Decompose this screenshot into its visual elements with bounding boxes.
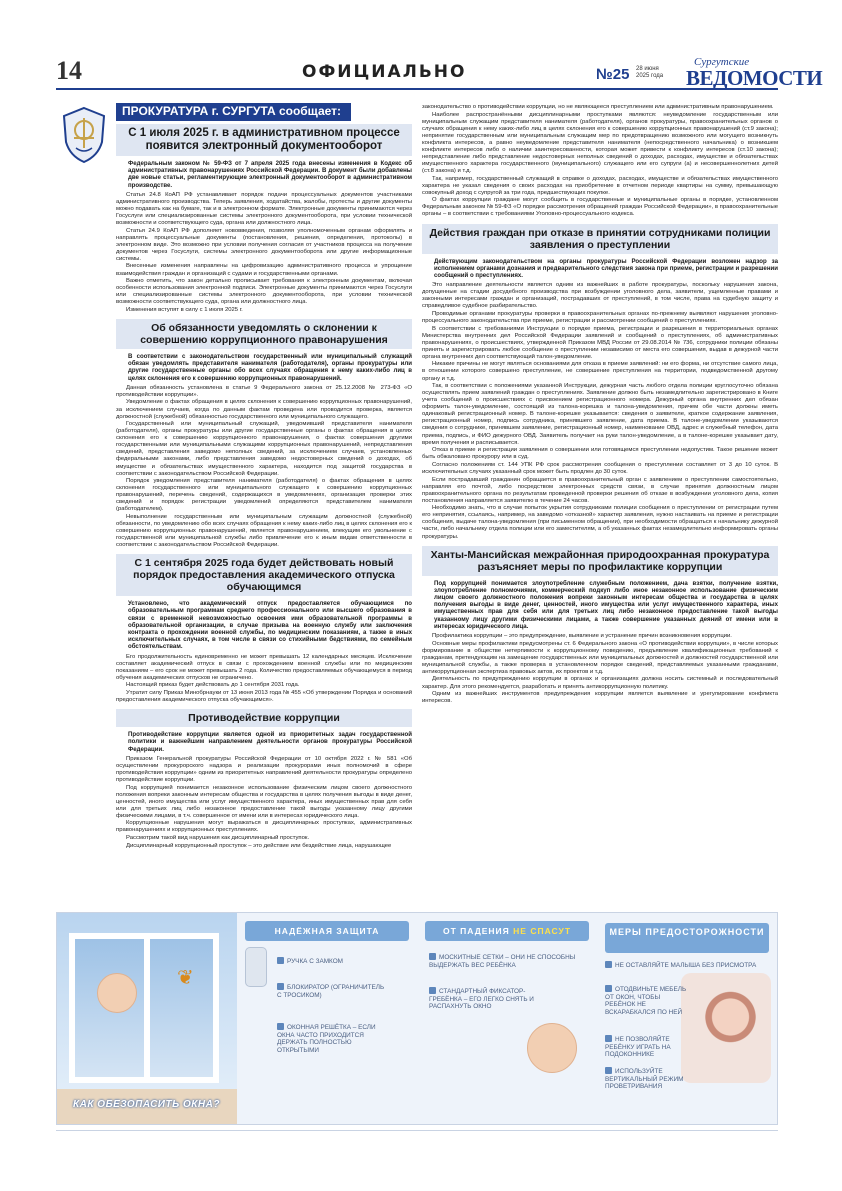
article-paragraph: Коррупционные нарушения могут выражаться в дисциплинарных проступках, административных правонарушениях и коррупционных преступлениях. <box>116 820 412 834</box>
article-paragraph: Необходимо знать, что в случае попыток укрытия сотрудниками полиции сообщения о преступлении от регистрации путем его непринятия, ссылаясь, например, на заведомо «отказной» характер заявления, нужно настаивать на приеме и регистрации сообщения, выдаче талона-уведомления (при письменном обращении), при необходимости обращаться к начальнику дежурной части, либо начальнику отдела полиции или его заместителям, а об указанных фактах незамедлительно информировать органы прокуратуры. <box>422 505 778 540</box>
panel-item: ОКОННАЯ РЕШЁТКА – ЕСЛИ ОКНА ЧАСТО ПРИХОДИТСЯ ДЕРЖАТЬ ПОЛНОСТЬЮ ОТКРЫТЫМИ <box>277 1024 376 1054</box>
mother-illustration <box>681 973 771 1083</box>
furniture-icon <box>605 985 612 992</box>
article-paragraph: Утратит силу Приказ Минобрнауки от 13 июня 2013 года № 455 «Об утверждении Порядка и оснований предоставления академического отпуска обучающимся». <box>116 690 412 704</box>
article-paragraph: Основные меры профилактики предусмотрены ст. 6 Федерального закона «О противодействии коррупции», в числе которых формирование в обществе нетерпимости к коррупционному поведению, предъявление квалификационных требований к гражданам, претендующим на замещение государственных или муниципальных должностей и должностей государственной или муниципальной службы, а также проверка в установленном порядке сведений, представляемых указанными гражданами, антикоррупционная экспертиза правовых актов, их проектов и т.д. <box>422 640 778 675</box>
article-paragraph: Если пострадавший гражданин обращается в правоохранительный орган с заявлением о преступлении самостоятельно, направляя его почтой, либо посредством электронных средств связи, в случае принятия должностным лицом правоохранительного органа по результатам проведенной проверки решения об отказе в возбуждении уголовного дела, копия постановления направляется заявителю в течение 24 часов. <box>422 476 778 504</box>
article-paragraph: Наиболее распространёнными дисциплинарными проступками являются: неуведомление государственным или муниципальным служащим представителя нанимателя (работодателя), органов прокуратуры, правоохранительных органов о случаях обращения к нему каких-либо лиц в целях склонения его к совершению коррупционных правонарушений (ст.9 закона); непринятие государственным или муниципальным служащим мер по предотвращению возможного или могущего возникнуть конфликта интересов, а равно неуведомление представителя нанимателя (непосредственного начальника) о возникшем конфликте интересов либо о наличии заинтересованности, которая может привести к конфликту интересов (ст.10 закона); непредставление либо представление недостоверных неполных сведений о доходах, расходах, имуществе и обязательствах имущественного характера государственного (муниципального) служащего или его супруги (а) и несовершеннолетних детей (ст.8 закона) и т.д. <box>422 111 778 175</box>
article-paragraph: Рассмотрим такой вид нарушения как дисциплинарный проступок. <box>126 835 310 842</box>
article-paragraph: Это направление деятельности является одним из важнейших в работе прокуратуры, поскольку нарушения закона, допущенные на стадии досудебного производства при возбуждении уголовного дела, заявители, ущемленные правами и законными интересами граждан и организаций, пострадавших от преступлений, в том числе, права на судебную защиту и справедливое судебное разбирательство. <box>422 282 778 310</box>
article-lead: В соответствии с законодательством государственный или муниципальный служащий обязан уведомлять представителя нанимателя (работодателя), органы прокуратуры или другие государственные органы обо всех случаях обращения к нему каких-либо лиц в целях склонения его к совершению коррупционных правонарушений. <box>128 352 412 382</box>
window-frame-icon <box>69 933 219 1083</box>
article-paragraph: Проводимые органами прокуратуры проверки в правоохранительных органах по-прежнему выявляют нарушения уголовно-процессуального законодательства при приеме, регистрации и рассмотрении сообщений о преступлениях. <box>422 310 778 324</box>
article-paragraph: Внесенные изменения направлены на цифровизацию административного процесса и упрощение взаимодействия граждан и организаций с судами и государственными органами. <box>116 263 412 277</box>
butterfly-icon: ❦ <box>177 967 194 989</box>
article-paragraph: Порядок уведомления представителя нанимателя (работодателя) о фактах обращения в целях склонения государственного или муниципального служащего к совершению коррупционных правонарушений, перечень сведений, содержащихся в уведомлениях, организация проверки этих сведений и порядок регистрации уведомлений определяются представителем нанимателя (работодателем). <box>116 478 412 513</box>
article-paragraph: Профилактика коррупции – это предупреждение, выявление и устранение причин возникновения коррупции. <box>432 633 732 639</box>
panel-item: НЕ ОСТАВЛЯЙТЕ МАЛЫША БЕЗ ПРИСМОТРА <box>605 961 765 970</box>
newspaper-logo-top: Сургутские <box>694 56 750 68</box>
article-paragraph: Невыполнение государственным или муниципальным служащим должностной (служебной) обязанности, по уведомлению обо всех случаях обращения к нему каких-либо лиц в целях склонения его к совершению коррупционных правонарушений, является правонарушением, влекущим его увольнение с государственной или муниципальной службы либо привлечение его к иным видам ответственности в соответствии с законодательством Российской Федерации. <box>116 514 412 549</box>
article-lead: Противодействие коррупции является одной из приоритетных задач государственной политики и важнейшим направлением деятельности органов прокуратуры Российской Федерации. <box>128 731 412 753</box>
article-paragraph: законодательство о противодействии коррупции, но не являющееся преступлением или административным правонарушением. <box>422 104 774 110</box>
banner-panel-precautions <box>597 913 778 1125</box>
panel-item: НЕ ПОЗВОЛЯЙТЕ РЕБЁНКУ ИГРАТЬ НА ПОДОКОННИКЕ <box>605 1036 671 1058</box>
article-paragraph: Важно отметить, что закон детально прописывает требования к электронным документам, включая особенности использования электронной подписи. Электронные документы принимаются через Госуслуги или специализированные системы электронного документооборота, при условии технической возможности соответствующего суда, органа или должностного лица. <box>116 278 412 306</box>
article-paragraph: Одним из важнейших инструментов предупреждения коррупции является выявление и урегулирование конфликта интересов. <box>422 691 778 705</box>
article-paragraph: Изменения вступят в силу с 1 июля 2025 г. <box>126 306 243 313</box>
article-title: Действия граждан при отказе в принятии сотрудниками полиции заявления о преступлении <box>422 224 778 254</box>
page-number: 14 <box>56 56 82 85</box>
ventilation-icon <box>605 1067 612 1074</box>
article-paragraph: Статья 24.9 КоАП РФ дополняет нововведения, позволяя уполномоченным органам оформлять и направлять процессуальные документы (постановления, решения, определения, протоколы) в электронном виде. Это возможно при условии получения согласия от участников процесса на получение документов через Госуслуги, системы электронного документооборота или другие информационные системы. <box>116 227 412 262</box>
comb-latch-icon <box>429 987 436 994</box>
lock-icon <box>277 957 284 964</box>
article-paragraph: Его продолжительность единовременно не может превышать 12 календарных месяцев. Исключение составляет академический отпуск в связи с прохождением военной службы или по медицинским показаниям – его срок не может превышать 2 года. Количество предоставляемых обучающемуся в период обучения академических отпусков не ограничено. <box>116 653 412 681</box>
issue-number: №25 <box>596 66 630 83</box>
banner-cta: КАК ОБЕЗОПАСИТЬ ОКНА? <box>73 1099 220 1110</box>
article-title: Ханты-Мансийская межрайонная природоохранная прокуратура разъясняет меры по профилактике коррупции <box>422 546 778 576</box>
windowsill-icon <box>605 1035 612 1042</box>
article-paragraph: Государственный или муниципальный служащий, уведомивший представителя нанимателя (работодателя), органы прокуратуры или другие государственные органы о фактах обращения в целях склонения его к совершению коррупционного правонарушения, о фактах совершения другими государственными или муниципальными служащими коррупционных правонарушений, непредставления сведений, представления заведомо неполных сведений, за исключением случаев, установленных федеральными законами, либо представления заведомо недостоверных сведений о доходах, об имуществе и обязательствах имущественного характера, находится под защитой государства в соответствии с законодательством Российской Федерации. <box>116 421 412 477</box>
article-paragraph: Под коррупцией понимается незаконное использование физическим лицом своего должностного положения вопреки законным интересам общества и государства в целях получения выгоды в виде денег, ценностей, иного имущества или услуг имущественного характера, иных имущественных прав для себя или для третьих лиц либо незаконное предоставление такой выгоды указанному лицу другими физическими лицами, в т.ч. совершенное от имени или в интересах юридического лица. <box>116 784 412 819</box>
article-lead: Установлено, что академический отпуск предоставляется обучающимся по образовательным программам среднего профессионального или высшего образования в связи с временной невозможностью освоения ими образовательной программы в образовательной организации, в случае призыва на военную службу или заключения контракта о прохождении военной службы, по медицинским показаниям, а также в иных исключительных случаях, в том числе в связи со стихийными бедствиями, по семейным обстоятельствам. <box>128 600 412 651</box>
article-title: С 1 июля 2025 г. в административном процессе появится электронный документооборот <box>116 124 412 156</box>
panel-item: МОСКИТНЫЕ СЕТКИ – ОНИ НЕ СПОСОБНЫ ВЫДЕРЖАТЬ ВЕС РЕБЁНКА <box>429 954 576 969</box>
panel-heading: МЕРЫ ПРЕДОСТОРОЖНОСТИ <box>605 923 769 953</box>
article-paragraph: Никакие причины не могут являться основаниями для отказа в приеме заявлений: ни его форма, ни отсутствие самого лица, в отношении которого совершено преступление, не совершение преступления на территории, подведомственной другому органу и т.д. <box>422 361 778 382</box>
article-paragraph: Дисциплинарный коррупционный проступок – это действие или бездействие лица, нарушающее <box>126 842 392 849</box>
banner-panel-protection <box>237 913 417 1125</box>
prosecutor-emblem-icon <box>58 104 110 164</box>
article-paragraph: Согласно положениям ст. 144 УПК РФ срок рассмотрения сообщения о преступлении составляет от 3 до 10 суток. В исключительных случаях указанный срок может быть продлен до 30 суток. <box>422 461 778 475</box>
section-name: ОФИЦИАЛЬНО <box>302 62 467 82</box>
panel-item: БЛОКИРАТОР (ОГРАНИЧИТЕЛЬ С ТРОСИКОМ) <box>277 984 385 999</box>
panel-item: ОТОДВИНЬТЕ МЕБЕЛЬ ОТ ОКОН, ЧТОБЫ РЕБЁНОК НЕ ВСКАРАБКАЛСЯ ПО НЕЙ <box>605 986 687 1016</box>
article-paragraph: Статья 24.8 КоАП РФ устанавливает порядок подачи процессуальных документов участниками административного производства. Теперь заявления, ходатайства, жалобы, протесты и другие документы можно подавать как на бумаге, так и в электронном формате. Электронные документы принимаются через Госуслуги или специализированные системы электронного документооборота, при условии технической возможности и соответствующего суда, органа или должностного лица. <box>116 191 412 226</box>
article-title: Противодействие коррупции <box>116 709 412 727</box>
article-paragraph: Уведомление о фактах обращения в целях склонения к совершению коррупционных правонарушений, за исключением случаев, когда по данным фактам проведена или проводится проверка, является должностной (служебной) обязанностью государственного или муниципального служащего. <box>116 399 412 420</box>
article-lead: Действующим законодательством на органы прокуратуры Российской Федерации возложен надзор за исполнением органами дознания и предварительного следствия закона при приеме, регистрации и разрешении сообщений о преступлениях. <box>434 257 778 279</box>
blocker-icon <box>277 983 284 990</box>
article-lead: Федеральным законом № 59-ФЗ от 7 апреля 2025 года внесены изменения в Кодекс об административных правонарушениях Российской Федерации. В документ были добавлены две новые статьи, регламентирующие электронный документооборот в административном производстве. <box>128 160 412 189</box>
article-paragraph: Данная обязанность установлена в статье 9 Федерального закона от 25.12.2008 № 273-ФЗ «О противодействии коррупции». <box>116 384 412 398</box>
article-paragraph: О фактах коррупции граждане могут сообщить в государственные и муниципальные органы в порядке, установленном Федеральным законом № 59-ФЗ «О порядке рассмотрения обращений граждан Российской Федерации», в правоохранительные органы – в соответствии с требованиями Уголовно-процессуального кодекса. <box>422 197 778 218</box>
right-column <box>422 104 778 706</box>
page-bottom-rule <box>56 1130 778 1131</box>
panel-item: СТАНДАРТНЫЙ ФИКСАТОР-ГРЕБЁНКА – ЕГО ЛЕГКО СНЯТЬ И РАСПАХНУТЬ ОКНО <box>429 988 534 1010</box>
window-safety-banner <box>56 912 778 1125</box>
article-paragraph: Так, в соответствии с положениями указанной Инструкции, дежурная часть любого отдела полиции круглосуточно обязана осуществлять прием заявлений граждан о преступлениях. Заявление должно быть незамедлительно зарегистрировано в Книге учета сообщений о происшествиях с присвоением регистрационного номера. Дежурный органа внутренних дел обязан оформить талон-уведомление, состоящий из талона-корешка и талона-уведомления, причем обе части должны иметь одинаковый регистрационный номер. В талоне-корешке указывается: сведения о заявителе, краткое содержание заявления, регистрационный номер, подпись сотрудника, принявшего заявление, дата приема. В талоне-уведомлении указываются сведения о сотруднике, принявшем заявление, регистрационный номер, наименование ОВД, адрес и служебный телефон, дата приема, подпись, и ФИО дежурного ОВД. Заявитель получает на руки талон-уведомление, а в талоне-корешке указывает дату, время получения и расписывается. <box>422 383 778 446</box>
article-paragraph: В соответствии с требованиями Инструкции о порядке приема, регистрации и разрешения в территориальных органах Министерства внутренних дел Российской Федерации заявлений и сообщений о преступлениях, об административных правонарушениях, о происшествиях, утвержденной Приказом МВД России от 29.08.2014 № 736, сотрудники полиции обязаны принять и зарегистрировать любое сообщение о преступлении независимо от места его совершения, выдав в дежурной части органа внутренних дел соответствующий талон-уведомление. <box>422 325 778 360</box>
baby-illustration <box>527 1023 577 1073</box>
article-lead: Под коррупцией понимается злоупотребление служебным положением, дача взятки, получение взятки, злоупотребление полномочиями, коммерческий подкуп либо иное незаконное использование физическим лицом своего должностного положения вопреки законным интересам общества и государства в целях получения выгоды в виде денег, ценностей, иного имущества или услуг имущественного характера, иных имущественных прав для себя или для третьих лиц либо незаконное предоставление такой выгоды указанному лицу другими физическими лицами, а также совершение указанных деяний от имени или в интересах юридического лица. <box>434 579 778 630</box>
article-paragraph: Настоящий приказ будет действовать до 1 сентября 2031 года. <box>126 682 300 689</box>
issue-date: 28 июня 2025 года <box>636 66 664 79</box>
eye-icon <box>605 961 612 968</box>
article-paragraph: Отказ в приеме и регистрации заявления о совершении или готовящемся преступлении недопустим. Такое решение может быть обжаловано прокурору или в суд. <box>422 447 778 461</box>
masthead <box>56 54 823 90</box>
baby-illustration <box>97 973 137 1013</box>
mosquito-net-icon <box>429 953 436 960</box>
panel-item: РУЧКА С ЗАМКОМ <box>277 957 427 966</box>
article-paragraph: Так, например, государственный служащий в справке о доходах, расходах, имуществе и обязательствах имущественного характера не указал сведения о своих расходах на приобретение в отчетном периоде квартиры на сумму, превышающую совокупный доход с супругой за три года, предшествующих покупке. <box>422 175 778 196</box>
article-paragraph: Приказом Генеральной прокуратуры Российской Федерации от 10 октября 2022 г. № 581 «Об осуществлении прокурорского надзора и реализации прокурорами иных полномочий в сфере противодействия коррупции» одним из приоритетных направлений деятельности прокуратуры определено противодействие коррупции. <box>116 755 412 783</box>
grille-icon <box>277 1023 284 1030</box>
window-handle-icon <box>245 947 267 987</box>
banner-panel-warning <box>417 913 597 1125</box>
panel-heading: ОТ ПАДЕНИЯ НЕ СПАСУТ <box>425 921 589 941</box>
left-column <box>116 124 412 850</box>
article-paragraph: Деятельность по предупреждению коррупции в органах и организациях должна носить системный и последовательный характер. Для этого рекомендуется, разработать и принять антикоррупционную политику. <box>422 676 778 690</box>
panel-heading: НАДЁЖНАЯ ЗАЩИТА <box>245 921 409 941</box>
rubric-header: ПРОКУРАТУРА г. СУРГУТА сообщает: <box>116 103 351 121</box>
newspaper-logo: ВЕДОМОСТИ <box>686 66 823 90</box>
panel-item: ИСПОЛЬЗУЙТЕ ВЕРТИКАЛЬНЫЙ РЕЖИМ ПРОВЕТРИВАНИЯ <box>605 1068 684 1090</box>
article-title: Об обязанности уведомлять о склонении к совершению коррупционного правонарушения <box>116 319 412 349</box>
article-title: С 1 сентября 2025 года будет действовать новый порядок предоставления академического отпуска обучающимся <box>116 554 412 596</box>
